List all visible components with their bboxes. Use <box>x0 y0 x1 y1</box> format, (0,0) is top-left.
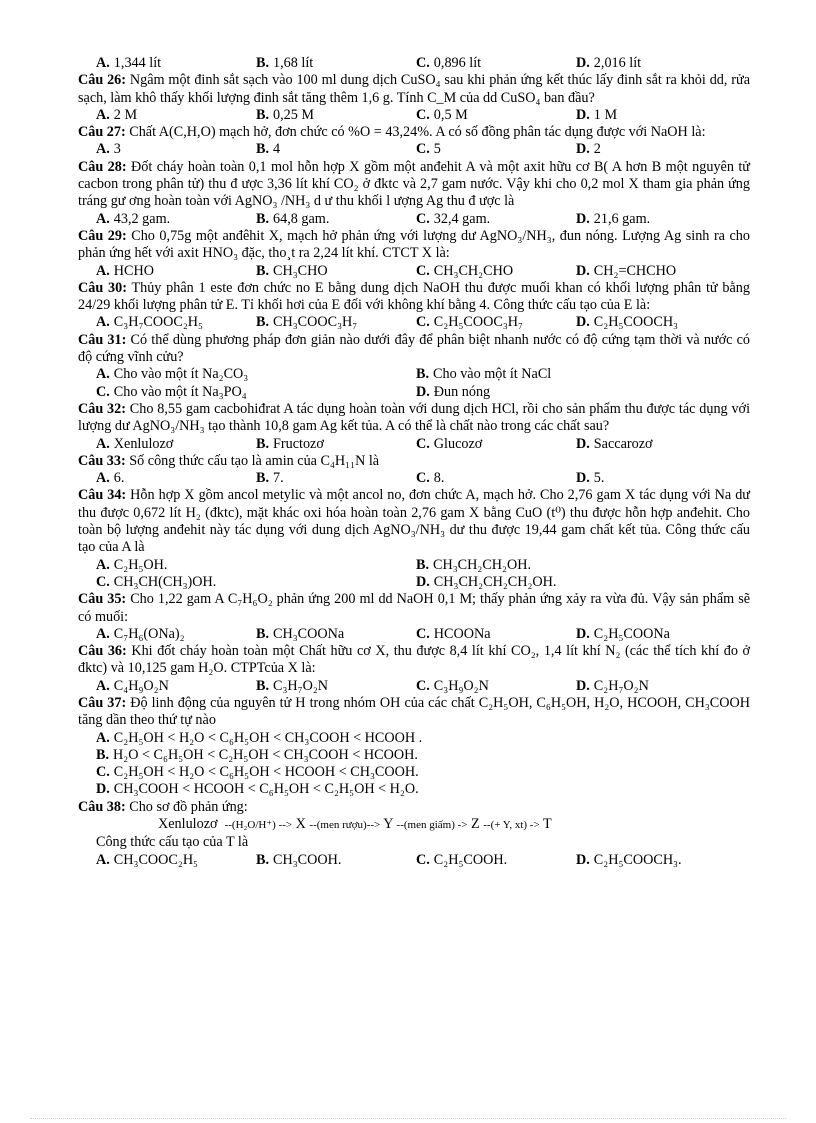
q29-option-b[interactable]: B. CH₃CHO <box>256 262 328 279</box>
q30-option-d[interactable]: D. C₂H₅COOCH₃ <box>576 314 679 331</box>
question-30 <box>78 280 750 332</box>
question-31-text: Câu 31: Có thể dùng phương pháp đơn giản nào dưới đây để phân biệt nhanh nước có độ cứng tạm thời và nước có độ cứng vĩnh cửu? <box>78 331 750 366</box>
q36-option-a[interactable]: A. C₄H₉O₂N <box>96 677 169 694</box>
q28-option-c[interactable]: C. 32,4 gam. <box>416 210 491 227</box>
question-33-options <box>78 470 750 487</box>
q36-option-d[interactable]: D. C₂H₇O₂N <box>576 677 649 694</box>
q26-option-b[interactable]: B. 0,25 M <box>256 106 315 123</box>
question-27 <box>78 124 750 159</box>
q37-option-a[interactable]: A. C₂H₅OH < H₂O < C₆H₅OH < CH₃COOH < HCOOH . <box>96 729 423 746</box>
q36-option-c[interactable]: C. C₃H₉O₂N <box>416 677 489 694</box>
question-34 <box>78 487 750 591</box>
question-38-options <box>78 852 750 869</box>
question-31-options-row1 <box>78 366 750 383</box>
question-37-options <box>78 730 750 799</box>
q25-option-c[interactable]: C. 0,896 lít <box>416 55 482 71</box>
q25-option-d[interactable]: D. 2,016 lít <box>576 55 642 71</box>
question-29-options <box>78 263 750 280</box>
q30-option-a[interactable]: A. C₃H₇COOC₂H₅ <box>96 314 203 331</box>
q31-option-b[interactable]: B. Cho vào một ít NaCl <box>416 366 552 383</box>
question-31-options-row2 <box>78 384 750 401</box>
q34-option-c[interactable]: C. CH₃CH(CH₃)OH. <box>96 573 217 590</box>
question-28-options <box>78 211 750 228</box>
q38-option-b[interactable]: B. CH₃COOH. <box>256 851 342 868</box>
question-35-options <box>78 626 750 643</box>
page-bottom-divider <box>30 1118 786 1119</box>
question-27-options <box>78 141 750 158</box>
q29-option-d[interactable]: D. CH₂=CHCHO <box>576 262 677 279</box>
question-28 <box>78 159 750 228</box>
q38-option-a[interactable]: A. CH₃COOC₂H₅ <box>96 851 199 868</box>
q27-option-a[interactable]: A. 3 <box>96 141 121 158</box>
exam-page <box>78 55 750 869</box>
q32-option-c[interactable]: C. Glucozơ <box>416 435 483 452</box>
question-35-text: Câu 35: Cho 1,22 gam A C₇H₆O₂ phản ứng 200 ml dd NaOH 0,1 M; thấy phản ứng xảy ra vừa đủ. Vậy sản phẩm sẽ có muối: <box>78 591 751 625</box>
q27-option-c[interactable]: C. 5 <box>416 141 441 158</box>
question-38-ask: Công thức cấu tạo của T là <box>96 834 249 851</box>
question-34-options-row1 <box>78 557 750 574</box>
q37-option-d[interactable]: D. CH₃COOH < HCOOH < C₆H₅OH < C₂H₅OH < H₂O. <box>96 781 419 798</box>
q26-option-d[interactable]: D. 1 M <box>576 106 618 123</box>
q34-option-a[interactable]: A. C₂H₅OH. <box>96 556 168 573</box>
question-33 <box>78 453 750 488</box>
q26-option-c[interactable]: C. 0,5 M <box>416 106 468 123</box>
q30-option-b[interactable]: B. CH₃COOC₃H₇ <box>256 314 358 331</box>
q27-option-b[interactable]: B. 4 <box>256 141 281 158</box>
q25-option-a[interactable]: A. 1,344 lít <box>96 55 162 71</box>
q33-option-c[interactable]: C. 8. <box>416 470 445 487</box>
question-32-options <box>78 436 750 453</box>
q28-option-d[interactable]: D. 21,6 gam. <box>576 210 651 227</box>
q32-option-d[interactable]: D. Saccarozơ <box>576 435 653 452</box>
q36-option-b[interactable]: B. C₃H₇O₂N <box>256 677 329 694</box>
question-31 <box>78 332 750 401</box>
q34-option-b[interactable]: B. CH₃CH₂CH₂OH. <box>416 556 532 573</box>
q31-option-a[interactable]: A. Cho vào một ít Na₂CO₃ <box>96 366 249 383</box>
question-36-options <box>78 678 750 695</box>
q35-option-a[interactable]: A. C₇H₆(ONa)₂ <box>96 625 185 642</box>
q25-option-b[interactable]: B. 1,68 lít <box>256 55 314 71</box>
question-36-text: Câu 36: Khi đốt cháy hoàn toàn một Chất hữu cơ X, thu được 8,4 lít khí CO₂, 1,4 lít khí N₂ (các thể tích khí đo ở đktc) và 10,125 gam H₂O. CTPTcủa X là: <box>78 643 750 677</box>
q30-option-c[interactable]: C. C₂H₅COOC₃H₇ <box>416 314 523 331</box>
q32-option-a[interactable]: A. Xenlulozơ <box>96 435 174 452</box>
question-28-text: Câu 28: Đốt cháy hoàn toàn 0,1 mol hỗn hợp X gồm một anđehit A và một axit hữu cơ B( A hơn B một nguyên tử cacbon trong phân tử) thu đ ược 3,36 lít khí CO₂ ở đktc và 2,7 gam nước. Vậy khi cho 0,2 mol X tham gia phản ứng tráng gư ơng hoàn toàn với AgNO₃ /NH₃ d ư thu khối l ượng Ag thu đ ược là <box>78 158 750 210</box>
question-29 <box>78 228 750 280</box>
question-32 <box>78 401 750 453</box>
q29-option-c[interactable]: C. CH₃CH₂CHO <box>416 262 514 279</box>
q29-option-a[interactable]: A. HCHO <box>96 262 154 279</box>
question-33-text: Câu 33: Số công thức cấu tạo là amin của C₄H₁₁N là <box>78 452 380 469</box>
question-26 <box>78 72 750 124</box>
q28-option-a[interactable]: A. 43,2 gam. <box>96 210 171 227</box>
question-34-text: Câu 34: Hỗn hợp X gồm ancol metylic và một ancol no, đơn chức A, mạch hở. Cho 2,76 gam X tác dụng với Na dư thu được 0,672 lít H₂ (đktc), mặt khác oxi hóa hoàn toàn 2,76 gam X bằng CuO (t⁰) thu được hỗn hợp anđehit. Cho toàn bộ lượng anđehit này tác dụng với dung dịch AgNO₃/NH₃ dư thu được 19,44 gam chất kết tủa. Công thức cấu tạo của A là <box>78 487 750 556</box>
q35-option-b[interactable]: B. CH₃COONa <box>256 625 345 642</box>
question-32-text: Câu 32: Cho 8,55 gam cacbohiđrat A tác dụng hoàn toàn với dung dịch HCl, rồi cho sản phẩm thu được tác dụng với lượng dư AgNO₃/NH₃ tạo thành 10,8 gam Ag kết tủa. A có thể là chất nào trong các chất sau? <box>78 400 751 435</box>
question-38 <box>78 799 750 869</box>
q33-option-d[interactable]: D. 5. <box>576 470 605 487</box>
question-30-options <box>78 314 750 331</box>
q31-option-c[interactable]: C. Cho vào một ít Na₃PO₄ <box>96 383 247 400</box>
question-26-options <box>78 107 750 124</box>
question-37-text: Câu 37: Độ linh động của nguyên tử H trong nhóm OH của các chất C₂H₅OH, C₆H₅OH, H₂O, HCOOH, CH₃COOH tăng dần theo thứ tự nào <box>78 694 751 729</box>
q35-option-d[interactable]: D. C₂H₅COONa <box>576 625 670 642</box>
q37-option-b[interactable]: B. H₂O < C₆H₅OH < C₂H₅OH < CH₃COOH < HCOOH. <box>96 746 418 763</box>
q33-option-a[interactable]: A. 6. <box>96 470 125 487</box>
question-29-text: Câu 29: Cho 0,75g một anđêhit X, mạch hở phản ứng với lượng dư AgNO₃/NH₃, đun nóng. Lượng Ag sinh ra cho phản ứng hết với axit HNO₃ đặc, tho¸t ra 2,24 lít khí. CTCT X là: <box>78 227 750 262</box>
q34-option-d[interactable]: D. CH₃CH₂CH₂CH₂OH. <box>416 573 557 590</box>
q31-option-d[interactable]: D. Đun nóng <box>416 383 491 400</box>
q32-option-b[interactable]: B. Fructozơ <box>256 435 324 452</box>
reaction-scheme: Xenlulozơ --(H₂O/H⁺) --> X --(men rượu)--> Y --(men giấm) -> Z --(+ Y, xt) -> T <box>158 816 552 833</box>
question-36 <box>78 643 750 695</box>
q26-option-a[interactable]: A. 2 M <box>96 106 138 123</box>
question-38-text: Câu 38: Cho sơ đồ phản ứng: <box>78 798 248 815</box>
question-27-text: Câu 27: Chất A(C,H,O) mạch hở, đơn chức có %O = 43,24%. A có số đồng phân tác dụng được với NaOH là: <box>78 124 706 141</box>
q25-options <box>78 55 750 72</box>
question-30-text: Câu 30: Thủy phân 1 este đơn chức no E bằng dung dịch NaOH thu được muối khan có khối lượng phân tử bằng 24/29 khối lượng phân tử E. Tỉ khối hơi của E đối với không khí bằng 4. Công thức cấu tạo của E là: <box>78 279 750 314</box>
q38-option-c[interactable]: C. C₂H₅COOH. <box>416 851 508 868</box>
question-35 <box>78 591 750 643</box>
q35-option-c[interactable]: C. HCOONa <box>416 625 491 642</box>
q28-option-b[interactable]: B. 64,8 gam. <box>256 210 330 227</box>
question-37 <box>78 695 750 799</box>
q27-option-d[interactable]: D. 2 <box>576 141 601 158</box>
q33-option-b[interactable]: B. 7. <box>256 470 284 487</box>
question-34-options-row2 <box>78 574 750 591</box>
question-26-text: Câu 26: Ngâm một đinh sắt sạch vào 100 ml dung dịch CuSO₄ sau khi phản ứng kết thúc lấy đinh sắt ra khỏi dd, rửa sạch, làm khô thấy khối lượng đinh sắt tăng thêm 1,6 g. Tính C_M của dd CuSO₄ ban đầu? <box>78 72 750 106</box>
q37-option-c[interactable]: C. C₂H₅OH < H₂O < C₆H₅OH < HCOOH < CH₃COOH. <box>96 764 419 781</box>
q38-option-d[interactable]: D. C₂H₅COOCH₃. <box>576 851 682 868</box>
